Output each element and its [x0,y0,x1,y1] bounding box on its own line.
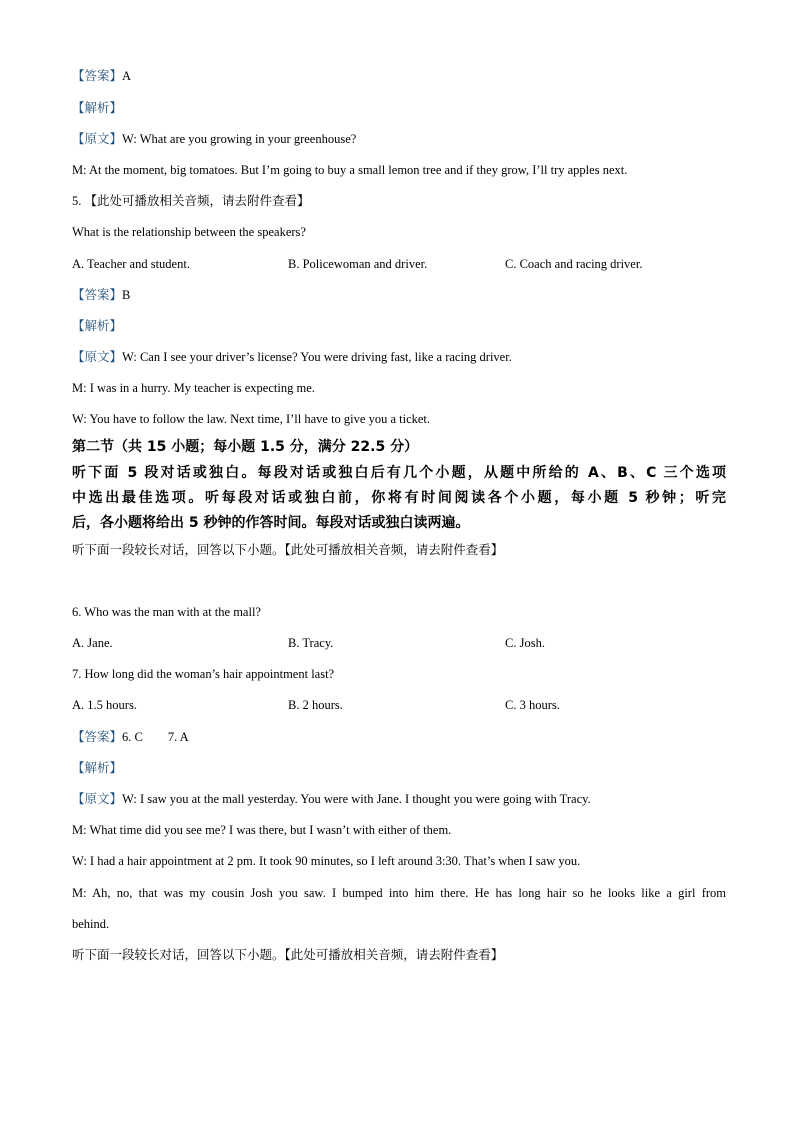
answer-tag: 【答案】 [72,729,123,744]
transcript-tag: 【原文】 [72,349,123,364]
listen-instruction: 听下面一段较长对话，回答以下小题。【此处可播放相关音频，请去附件查看】 [72,542,504,557]
option-b: B. Tracy. [288,636,334,650]
question-6-text: 6. Who was the man with at the mall? [72,605,261,619]
option-c: C. 3 hours. [505,698,560,712]
option-c: C. Josh. [505,636,545,650]
answer-tag: 【答案】 [72,68,123,83]
question-5-header: 5. 【此处可播放相关音频，请去附件查看】 [72,193,310,208]
audio-placeholder: 【此处可播放相关音频，请去附件查看】 [84,193,310,208]
section-2-instructions-3: 后，各小题将给出 5 秒钟的作答时间。每段对话或独白读两遍。 [72,515,470,531]
answer-line-4 [72,68,726,84]
transcript-line: M: I was in a hurry. My teacher is expecting me. [72,381,315,395]
analysis-tag: 【解析】 [72,100,123,115]
question-5-text: What is the relationship between the speakers? [72,225,306,239]
option-b: B. Policewoman and driver. [288,257,428,271]
transcript-line: 【原文】W: Can I see your driver’s license? You were driving fast, like a racing driver. [72,349,512,364]
answer-tag: 【答案】 [72,287,123,302]
transcript-line: M: At the moment, big tomatoes. But I’m going to buy a small lemon tree and if they grow, I’ll try apples next. [72,163,628,177]
option-a: A. Jane. [72,636,113,650]
section-2-instructions-1: 听下面 5 段对话或独白。每段对话或独白后有几个小题，从题中所给的 A、B、C 三个选项 [72,465,726,481]
option-a: A. 1.5 hours. [72,698,137,712]
transcript-line: M: What time did you see me? I was there, but I wasn’t with either of them. [72,823,452,837]
analysis-tag: 【解析】 [72,760,123,775]
answer-value: A [122,69,132,83]
transcript-tag: 【原文】 [72,131,123,146]
transcript-line: 【原文】W: What are you growing in your greenhouse? [72,131,357,146]
answer-value: 6. C 7. A [122,730,189,744]
section-2-instructions-2: 中选出最佳选项。听每段对话或独白前，你将有时间阅读各个小题，每小题 5 秒钟；听完 [72,490,726,506]
answer-line-6-7 [72,729,726,745]
option-a: A. Teacher and student. [72,257,190,271]
transcript-line-continued: behind. [72,917,110,931]
section-2-title: 第二节（共 15 小题；每小题 1.5 分，满分 22.5 分） [72,439,419,455]
transcript-tag: 【原文】 [72,791,123,806]
transcript-line: W: I had a hair appointment at 2 pm. It took 90 minutes, so I left around 3:30. That’s when I saw you. [72,854,581,868]
transcript-line: 【原文】W: I saw you at the mall yesterday. You were with Jane. I thought you were going with Tracy. [72,791,591,806]
listen-instruction: 听下面一段较长对话，回答以下小题。【此处可播放相关音频，请去附件查看】 [72,947,504,962]
answer-line-5 [72,287,726,303]
answer-value: B [122,288,131,302]
option-b: B. 2 hours. [288,698,343,712]
analysis-tag: 【解析】 [72,318,123,333]
option-c: C. Coach and racing driver. [505,257,643,271]
transcript-line: W: You have to follow the law. Next time, I’ll have to give you a ticket. [72,412,431,426]
transcript-line: M: Ah, no, that was my cousin Josh you saw. I bumped into him there. He has long hair so he looks like a girl from [72,886,726,900]
question-7-text: 7. How long did the woman’s hair appointment last? [72,667,335,681]
